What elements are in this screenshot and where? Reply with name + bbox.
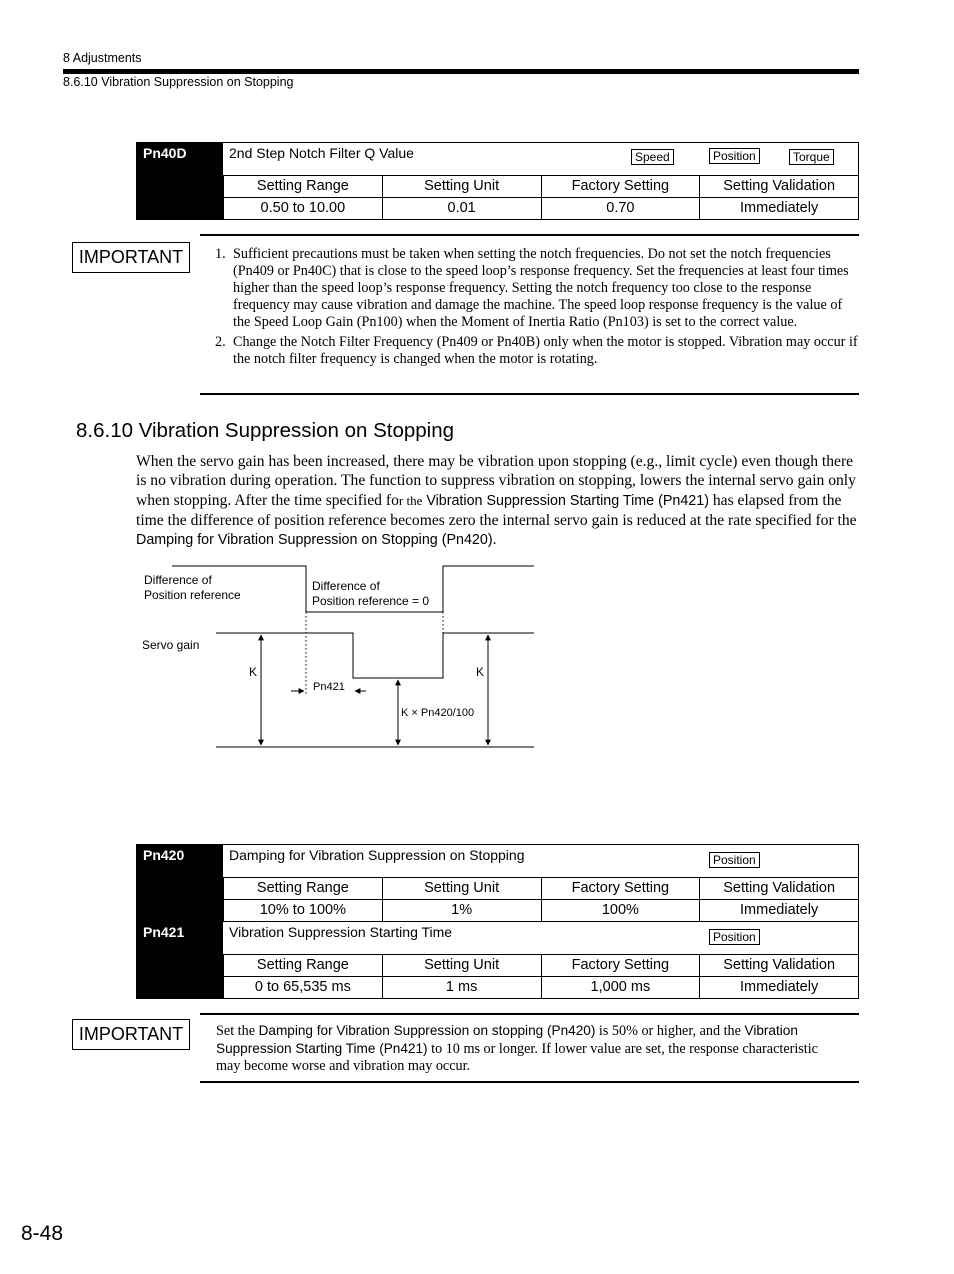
col-header: Setting Unit — [382, 175, 541, 197]
mode-badge-torque: Torque — [789, 149, 834, 165]
body-paragraph: When the servo gain has been increased, there may be vibration upon stopping (e.g., limit cycle) even though there is no vibration during operation. The function to suppress vibration on stopping, lowers the internal servo gain only when stopping. After the time specified for the Vibration Suppression Starting Time (Pn421) has elapsed from the time the difference of position reference becomes zero the internal servo gain is reduced at the rate specified for the Damping for Vibration Suppression on Stopping (Pn420). — [136, 453, 857, 549]
param-grid — [223, 175, 858, 219]
col-header: Setting Validation — [699, 954, 858, 976]
label-difference-zero: Difference of — [312, 579, 380, 593]
label-difference: Difference of — [144, 573, 212, 587]
param-value: 1% — [382, 899, 541, 921]
header-chapter: 8 Adjustments — [63, 51, 142, 65]
param-grid — [223, 877, 858, 921]
mode-badge-position: Position — [709, 852, 760, 868]
param-table-pn420-pn421 — [136, 844, 859, 999]
mode-badge-speed: Speed — [631, 149, 674, 165]
servo-gain-waveform — [216, 633, 534, 678]
param-code: Pn421 — [137, 922, 223, 998]
param-value: 1,000 ms — [541, 976, 700, 998]
header-rule — [63, 69, 859, 74]
param-value: Immediately — [699, 197, 858, 219]
param-value: 100% — [541, 899, 700, 921]
param-value: 0 to 65,535 ms — [223, 976, 382, 998]
col-header: Factory Setting — [541, 175, 700, 197]
param-name: Damping for Vibration Suppression on Stopping — [229, 847, 525, 863]
col-header: Setting Range — [223, 877, 382, 899]
label-pn421: Pn421 — [313, 681, 345, 693]
mode-badge-position: Position — [709, 148, 760, 164]
label-servo-gain: Servo gain — [142, 638, 200, 652]
param-name: Vibration Suppression Starting Time — [229, 924, 453, 940]
param-value: 10% to 100% — [223, 899, 382, 921]
param-value: 1 ms — [382, 976, 541, 998]
section-title: 8.6.10 Vibration Suppression on Stopping — [76, 419, 455, 442]
important-label: IMPORTANT — [72, 1019, 190, 1050]
col-header: Setting Unit — [382, 877, 541, 899]
timing-diagram — [136, 560, 546, 760]
header-section: 8.6.10 Vibration Suppression on Stopping — [63, 75, 294, 89]
important-block — [200, 234, 859, 395]
param-value: Immediately — [699, 976, 858, 998]
important-item: 1. Sufficient precautions must be taken when setting the notch frequencies. Do not set the notch frequencies (Pn409 or Pn40C) that is close to the speed loop’s response frequency. Set the frequencies at least four times higher than the speed loop’s response frequency. Setting the notch frequency too close to the response frequency may cause vibration and damage the machine. The speed loop response frequency is the value of the Speed Loop Gain (Pn100) when the Moment of Inertia Ratio (Pn103) is set to the correct value. — [215, 246, 849, 330]
col-header: Setting Validation — [699, 877, 858, 899]
mode-badge-position: Position — [709, 929, 760, 945]
important-item: 2. Change the Notch Filter Frequency (Pn409 or Pn40B) only when the motor is stopped. Vibration may occur if the notch filter frequency is changed when the motor is rotating. — [215, 334, 858, 367]
param-code: Pn420 — [137, 845, 223, 921]
param-grid — [223, 954, 858, 998]
col-header: Setting Validation — [699, 175, 858, 197]
param-code: Pn40D — [137, 143, 223, 219]
col-header: Setting Range — [223, 954, 382, 976]
label-difference: Position reference — [144, 588, 241, 602]
label-difference-zero: Position reference = 0 — [312, 594, 430, 608]
col-header: Factory Setting — [541, 877, 700, 899]
param-value: 0.01 — [382, 197, 541, 219]
col-header: Factory Setting — [541, 954, 700, 976]
label-k: K — [476, 665, 485, 679]
important-label: IMPORTANT — [72, 242, 190, 273]
label-k-ratio: K × Pn420/100 — [401, 707, 475, 719]
param-value: Immediately — [699, 899, 858, 921]
param-value: 0.50 to 10.00 — [223, 197, 382, 219]
param-value: 0.70 — [541, 197, 700, 219]
col-header: Setting Range — [223, 175, 382, 197]
param-name: 2nd Step Notch Filter Q Value — [229, 145, 414, 161]
col-header: Setting Unit — [382, 954, 541, 976]
page-number: 8-48 — [21, 1222, 64, 1245]
important-list — [200, 246, 859, 368]
important-block: Set the Damping for Vibration Suppression on stopping (Pn420) is 50% or higher, and the Vibration Suppression Starting Time (Pn421) to 10 ms or longer. If lower value are set, the response characteristic may become worse and vibration may occur. — [200, 1013, 859, 1083]
param-table-pn40d — [136, 142, 859, 220]
label-k: K — [249, 665, 258, 679]
